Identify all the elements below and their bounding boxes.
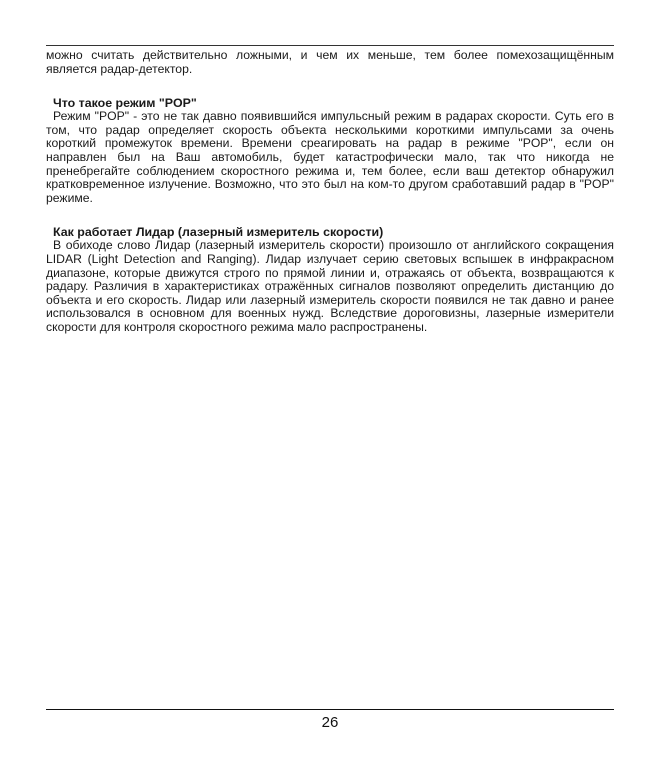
bottom-divider	[46, 709, 614, 710]
section-spacer	[46, 76, 614, 96]
top-divider	[46, 45, 614, 46]
section-body-pop-mode: Режим "POP" - это не так давно появившийся импульсный режим в радарах скорости. Суть его в том, что радар определяет скорость объекта несколькими короткими импульсами за очень короткий промежуток времени. Времени среагировать на радар в режиме "POP", если он направлен был на Ваш автомобиль, будет катастрофически мало, так что никогда не пренебрегайте соблюдением скоростного режима и, тем более, если ваш детектор обнаружил кратковременное излучение. Возможно, что это был на ком-то другом сработавший радар в "POP" режиме.	[46, 109, 614, 205]
section-body-lidar: В обиходе слово Лидар (лазерный измеритель скорости) произошло от английского сокращения LIDAR (Light Detection and Ranging). Лидар излучает серию световых вспышек в инфракрасном диапазоне, которые движутся строго по прямой линии и, отражаясь от объекта, возвращаются к радару. Различия в характеристиках отражённых сигналов позволяют определить дистанцию до объекта и его скорость. Лидар или лазерный измеритель скорости появился не так давно и ранее использовался в основном для военных нужд. Вследствие дороговизны, лазерные измерители скорости для контроля скоростного режима мало распространены.	[46, 238, 614, 334]
section-heading-lidar: Как работает Лидар (лазерный измеритель скорости)	[53, 225, 384, 240]
page-number: 26	[321, 714, 339, 731]
document-page	[46, 0, 614, 773]
section-heading-pop-mode: Что такое режим "POP"	[53, 96, 197, 111]
intro-paragraph: можно считать действительно ложными, и чем их меньше, тем более помехозащищённым является радар-детектор.	[46, 48, 614, 76]
page-content	[46, 49, 614, 335]
section-spacer	[46, 205, 614, 225]
